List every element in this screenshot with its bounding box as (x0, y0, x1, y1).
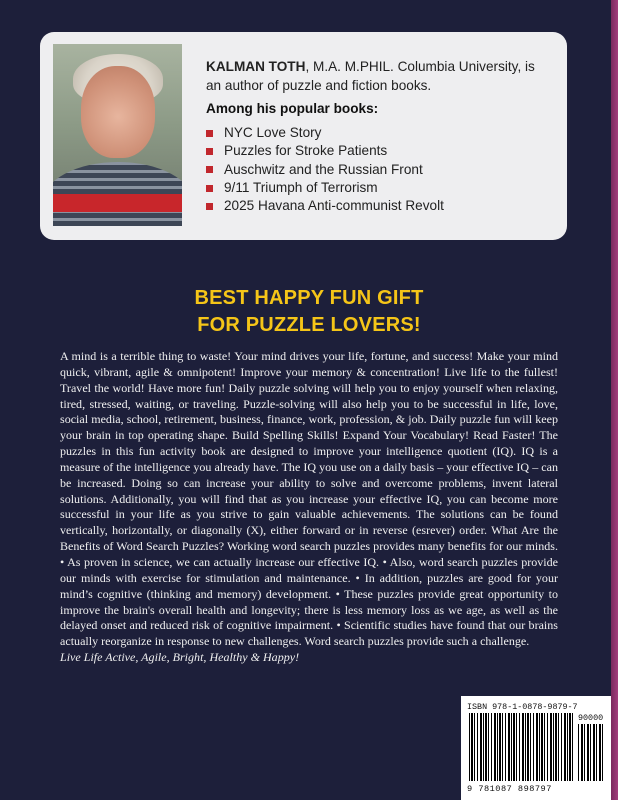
author-photo (53, 44, 182, 226)
headline-line-1: BEST HAPPY FUN GIFT (194, 287, 424, 309)
bullet-icon (206, 185, 213, 192)
headline (0, 285, 618, 339)
barcode-addon-bars (578, 724, 604, 781)
books-list (206, 124, 444, 215)
book-item: 2025 Havana Anti-communist Revolt (206, 197, 444, 215)
bullet-icon (206, 203, 213, 210)
price-code: 90000 (578, 713, 604, 723)
tagline: Live Life Active, Agile, Bright, Healthy & Happy! (60, 650, 300, 665)
book-item: NYC Love Story (206, 124, 444, 142)
description (60, 349, 558, 666)
headline-line-2: FOR PUZZLE LOVERS! (197, 314, 421, 336)
bullet-icon (206, 148, 213, 155)
spine-edge (611, 0, 618, 800)
isbn-label: ISBN 978-1-0878-9879-7 (467, 702, 578, 712)
bullet-icon (206, 130, 213, 137)
barcode-box (461, 696, 611, 800)
author-bio-rest: , M.A. M.PHIL. Columbia University, is an author of puzzle and fiction books. (206, 59, 535, 93)
barcode-bars (469, 713, 573, 781)
author-bio (206, 57, 551, 95)
description-text: A mind is a terrible thing to waste! Your mind drives your life, fortune, and success! Make your mind quick, vibrant, agile & omnipotent! Improve your memory & concentration! Live life to the fullest! Travel the world! Have more fun! Daily puzzle solving will help you to enjoy yourself when relaxing, tired, stressed, waiting, or traveling. Puzzle-solving will also help you to be successful in life, love, social media, school, retirement, business, finance, work, profession, & job. Daily puzzle fun will keep your brain in top operating shape. Build Spelling Skills! Expand Your Vocabulary! Read Faster! The puzzles in this fun activity book are designed to improve your intelligence quotient (IQ). IQ is a measure of the intelligence you already have. The IQ you use on a daily basis – your effective IQ – can be increased. Doing so can increase your ability to solve and overcome problems, invent lateral solutions. Additionally, you will find that as you increase your effective IQ, you can become more successful in your life as you strive to gain valuable achievements. The solutions can be found vertically, horizontally, or diagonally (X), either forward or in reverse (esrever) order. What Are the Benefits of Word Search Puzzles? Working word search puzzles provides many benefits for our minds. • As proven in science, we can actually increase our effective IQ. • Also, word search puzzles provide our minds with exercise for stimulation and maintenance. • In addition, puzzles are good for your mind’s cognitive (thinking and memory) development. • These puzzles provide great opportunity to improve the brain's overall health and longevity; there is less memory loss as we age, as well as the delayed onset and reduced risk of cognitive impairment. • Scientific studies have found that our brains actually reorganize in response to new challenges. Word search puzzles provide such a challenge. (60, 349, 558, 649)
author-card (40, 32, 567, 240)
book-item: Puzzles for Stroke Patients (206, 142, 444, 160)
book-item: Auschwitz and the Russian Front (206, 161, 444, 179)
author-name: KALMAN TOTH (206, 59, 306, 74)
barcode-digits: 9 781087 898797 (467, 784, 552, 794)
bullet-icon (206, 166, 213, 173)
book-item: 9/11 Triumph of Terrorism (206, 179, 444, 197)
books-heading: Among his popular books: (206, 101, 379, 116)
